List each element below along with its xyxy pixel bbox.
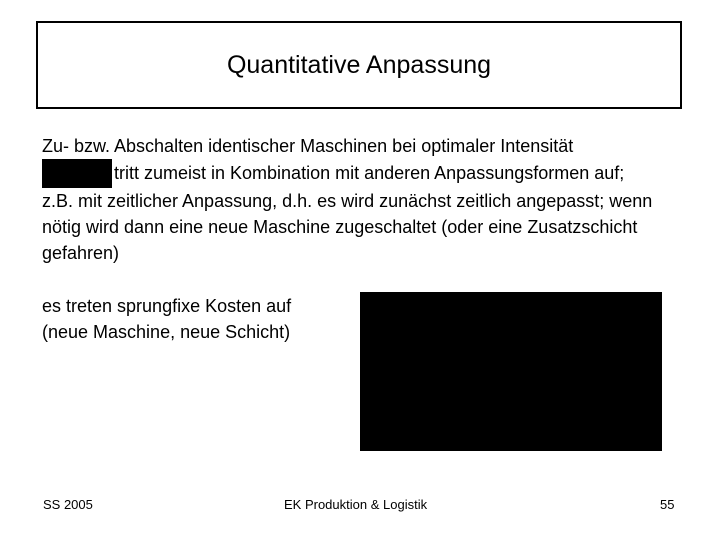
- paragraph-2: z.B. mit zeitlicher Anpassung, d.h. es wird zunächst zeitlich angepasst; wenn nötig wird dann eine neue Maschine zugeschaltet (oder eine Zusatzschicht gefahren): [42, 191, 653, 263]
- paragraph-1: [42, 133, 692, 188]
- bullet-line-2: (neue Maschine, neue Schicht): [42, 322, 291, 342]
- slide-title: Quantitative Anpassung: [226, 50, 492, 79]
- redacted-image: [360, 292, 662, 451]
- bullet-line-1: es treten sprungfixe Kosten auf: [42, 296, 292, 316]
- page-number: 55: [660, 497, 675, 512]
- title-box: [36, 21, 682, 109]
- inline-redaction: [42, 159, 112, 188]
- body-text: [42, 133, 692, 266]
- footer-course: EK Produktion & Logistik: [284, 497, 428, 512]
- paragraph-1-text: Zu- bzw. Abschalten identischer Maschinen bei optimaler Intensität: [42, 136, 574, 156]
- footer-date: SS 2005: [43, 497, 93, 512]
- paragraph-1-continuation: tritt zumeist in Kombination mit anderen Anpassungsformen auf;: [114, 163, 625, 183]
- bullet-text: [42, 293, 352, 345]
